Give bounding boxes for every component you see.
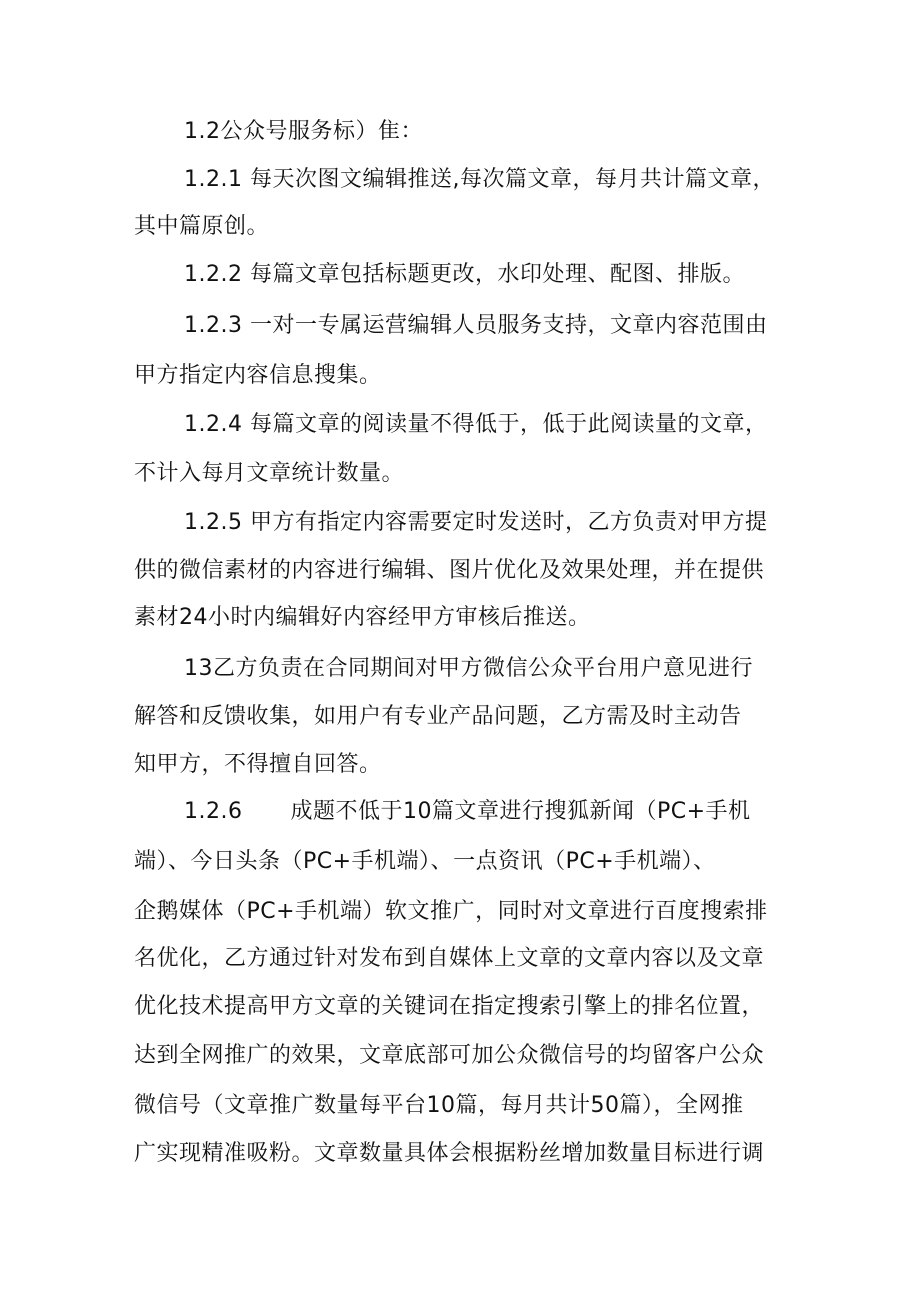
item-1-2-6-line-1-text: 成题不低于10篇文章进行搜狐新闻（PC+手机: [290, 799, 751, 824]
item-1-2-6-line-3: 企鹅媒体（PC+手机端）软文推广，同时对文章进行百度搜索排: [134, 899, 768, 924]
item-1-2-4-line-1: 1.2.4 每篇文章的阅读量不得低于，低于此阅读量的文章，: [184, 412, 768, 437]
item-1-2-1-line-1: 1.2.1 每天次图文编辑推送,每次篇文章，每月共计篇文章，: [184, 167, 775, 192]
item-13-line-3: 知甲方，不得擅自回答。: [134, 752, 382, 777]
item-1-2-5-line-2: 供的微信素材的内容进行编辑、图片优化及效果处理，并在提供: [134, 558, 765, 583]
item-1-2-6-line-1: [184, 797, 751, 827]
item-1-2-2-line-1: 1.2.2 每篇文章包括标题更改，水印处理、配图、排版。: [184, 262, 745, 287]
item-13-line-1: 13乙方负责在合同期间对甲方微信公众平台用户意见进行: [184, 656, 753, 681]
item-1-2-3-line-1: 1.2.3 一对一专属运营编辑人员服务支持，文章内容范围由: [184, 313, 768, 338]
item-1-2-6-number: 1.2.6: [184, 799, 243, 824]
item-1-2-6-line-6: 达到全网推广的效果，文章底部可加公众微信号的均留客户公众: [134, 1043, 765, 1068]
item-1-2-6-line-5: 优化技术提高甲方文章的关键词在指定搜索引擎上的排名位置，: [134, 994, 765, 1019]
item-1-2-1-line-2: 其中篇原创。: [134, 214, 270, 239]
item-1-2-6-line-2: 端）、今日头条（PC+手机端）、一点资讯（PC+手机端）、: [134, 849, 716, 874]
item-1-2-3-line-2: 甲方指定内容信息搜集。: [134, 363, 382, 388]
item-1-2-6-line-8: 广实现精准吸粉。文章数量具体会根据粉丝增加数量目标进行调: [134, 1141, 765, 1166]
item-1-2-5-line-1: 1.2.5 甲方有指定内容需要定时发送时，乙方负责对甲方提: [184, 510, 768, 535]
item-1-2-5-line-3: 素材24小时内编辑好内容经甲方审核后推送。: [134, 605, 591, 630]
item-13-line-2: 解答和反馈收集，如用户有专业产品问题，乙方需及时主动告: [134, 704, 742, 729]
item-1-2-6-line-7: 微信号（文章推广数量每平台10篇，每月共计50篇），全网推: [134, 1093, 744, 1118]
section-heading: 1.2公众号服务标）隹：: [184, 119, 423, 144]
item-1-2-6-line-4: 名优化，乙方通过针对发布到自媒体上文章的文章内容以及文章: [134, 946, 765, 971]
item-1-2-4-line-2: 不计入每月文章统计数量。: [134, 461, 405, 486]
